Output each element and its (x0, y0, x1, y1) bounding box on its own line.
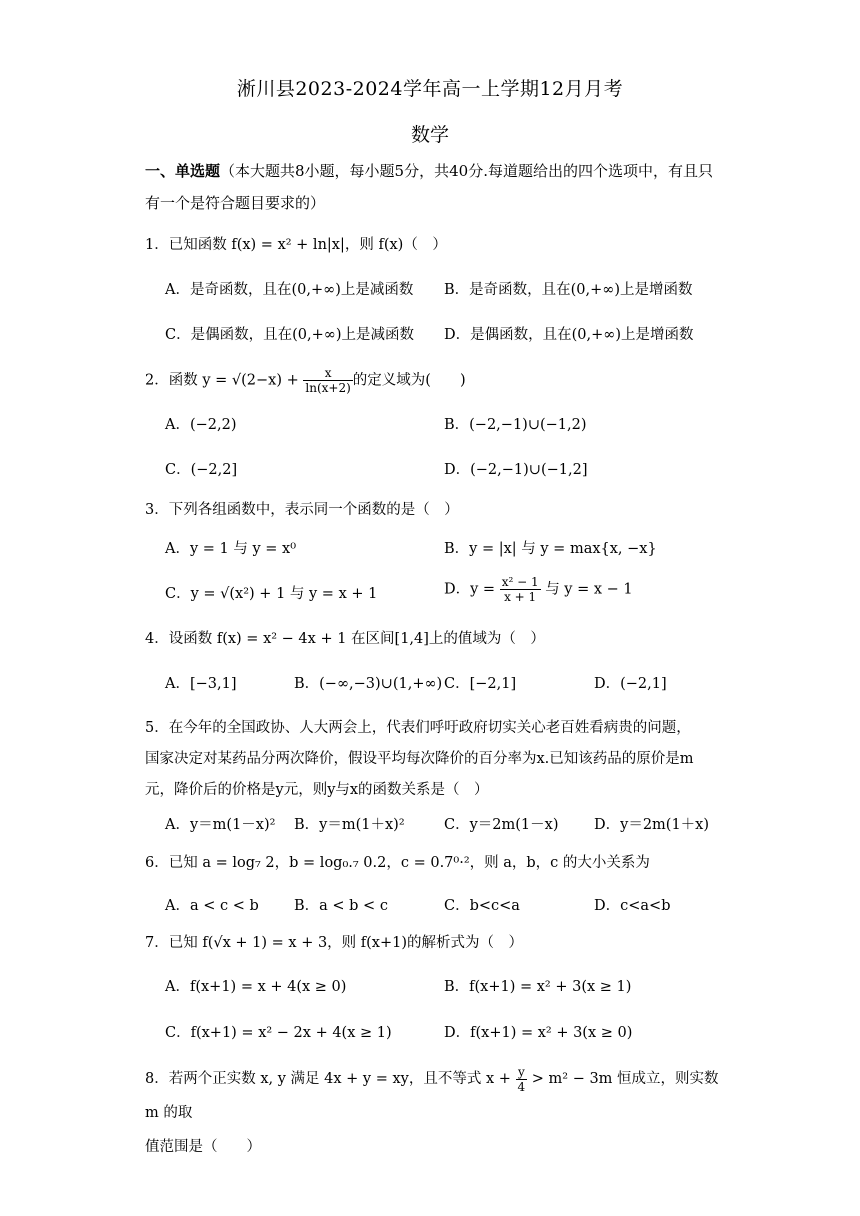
question-number: 4． (145, 631, 169, 647)
q5-option-a[interactable]: A．y＝m(1－x)² (165, 817, 276, 833)
fraction-denominator: 4 (517, 1079, 526, 1094)
q5-option-d[interactable]: D．y＝2m(1＋x) (594, 817, 710, 833)
q1-option-d[interactable]: D．是偶函数，且在(0,+∞)上是增函数 (444, 327, 694, 343)
q3-option-b[interactable]: B．y = |x| 与 y = max{x, −x} (444, 541, 657, 557)
question-6 (145, 852, 735, 874)
q4-option-b[interactable]: B．(−∞,−3)∪(1,+∞) (294, 676, 443, 692)
question-stem: 已知 f(√x + 1) = x + 3，则 f(x+1)的解析式为（ ） (168, 935, 524, 951)
fraction-numerator: y (516, 1065, 528, 1080)
question-line-3: 元，降价后的价格是y元，则y与x的函数关系是（ ） (145, 782, 489, 798)
q7-option-b[interactable]: B．f(x+1) = x² + 3(x ≥ 1) (444, 979, 632, 995)
exam-title: 淅川县2023-2024学年高一上学期12月月考 (236, 78, 624, 100)
q7-option-d[interactable]: D．f(x+1) = x² + 3(x ≥ 0) (444, 1025, 633, 1041)
q1-option-c[interactable]: C．是偶函数，且在(0,+∞)上是减函数 (165, 327, 414, 343)
question-stem-post: > m² − 3m 恒成立，则实数 m 的取 (145, 1071, 719, 1121)
fraction (516, 1065, 528, 1094)
question-5 (145, 713, 735, 806)
q6-option-d[interactable]: D．c<a<b (594, 898, 671, 914)
question-stem: 设函数 f(x) = x² − 4x + 1 在区间[1,4]上的值域为（ ） (168, 631, 545, 647)
q5-option-b[interactable]: B．y＝m(1＋x)² (294, 817, 405, 833)
question-3 (145, 499, 735, 521)
q3-option-a[interactable]: A．y = 1 与 y = x⁰ (165, 541, 297, 557)
exam-subject: 数学 (410, 124, 449, 146)
question-number: 5． (145, 720, 169, 736)
question-1 (145, 234, 735, 256)
fraction-denominator: x + 1 (504, 590, 537, 604)
question-number: 7． (145, 935, 169, 951)
q3-option-c[interactable]: C．y = √(x²) + 1 与 y = x + 1 (165, 586, 378, 602)
q6-option-a[interactable]: A．a < c < b (165, 898, 259, 914)
question-number: 3． (145, 502, 169, 518)
section-description: （本大题共8小题，每小题5分，共40分.每道题给出的四个选项中，有且只有一个是符合题目要求的） (145, 162, 713, 212)
question-line-1: 5．在今年的全国政协、人大两会上，代表们呼吁政府切实关心老百姓看病贵的问题， (145, 720, 691, 736)
q7-option-c[interactable]: C．f(x+1) = x² − 2x + 4(x ≥ 1) (165, 1025, 392, 1041)
question-number: 1． (145, 237, 169, 253)
question-stem: 已知函数 f(x) = x² + ln|x|，则 f(x)（ ） (168, 237, 447, 253)
question-stem-pre: 函数 y = √(2−x) + (168, 372, 304, 389)
option-d-pre: D．y = (444, 581, 500, 598)
q6-option-c[interactable]: C．b<c<a (444, 898, 520, 914)
question-4 (145, 628, 735, 650)
question-line-2: 国家决定对某药品分两次降价，假设平均每次降价的百分率为x.已知该药品的原价是m (145, 751, 694, 767)
fraction-denominator: ln(x+2) (305, 381, 351, 395)
question-number: 6． (145, 855, 169, 871)
q6-option-b[interactable]: B．a < b < c (294, 898, 388, 914)
fraction (500, 575, 541, 604)
question-stem-post: 的定义域为( ) (352, 372, 466, 389)
q4-option-c[interactable]: C．[−2,1] (444, 676, 517, 692)
option-d-post: 与 y = x − 1 (540, 581, 633, 598)
fraction-numerator: x² − 1 (501, 575, 539, 589)
section-header (145, 155, 725, 219)
question-stem: 下列各组函数中，表示同一个函数的是（ ） (168, 502, 459, 518)
q4-option-d[interactable]: D．(−2,1] (594, 676, 667, 692)
question-number: 8． (145, 1071, 169, 1087)
q4-option-a[interactable]: A．[−3,1] (165, 676, 237, 692)
q5-option-c[interactable]: C．y＝2m(1－x) (444, 817, 559, 833)
q2-option-a[interactable]: A．(−2,2) (165, 417, 237, 433)
question-line-1 (145, 1062, 735, 1130)
q2-option-b[interactable]: B．(−2,−1)∪(−1,2) (444, 417, 587, 433)
question-7 (145, 932, 735, 954)
q7-option-a[interactable]: A．f(x+1) = x + 4(x ≥ 0) (165, 979, 347, 995)
q1-option-b[interactable]: B．是奇函数，且在(0,+∞)上是增函数 (444, 282, 693, 298)
fraction (303, 366, 352, 395)
question-2 (145, 366, 735, 395)
question-8 (145, 1062, 735, 1164)
question-line-2: 值范围是（ ） (145, 1139, 261, 1155)
section-label: 一、单选题 (145, 162, 221, 180)
q2-option-d[interactable]: D．(−2,−1)∪(−1,2] (444, 462, 588, 478)
q3-option-d[interactable] (444, 575, 633, 604)
question-number: 2． (145, 372, 169, 389)
fraction-numerator: x (303, 366, 352, 381)
q2-option-c[interactable]: C．(−2,2] (165, 462, 238, 478)
q1-option-a[interactable]: A．是奇函数，且在(0,+∞)上是减函数 (165, 282, 414, 298)
question-stem-pre: 若两个正实数 x, y 满足 4x + y = xy，且不等式 x + (168, 1071, 516, 1087)
question-stem: 已知 a = log₇ 2，b = log₀.₇ 0.2，c = 0.7⁰·²，则 a，b，c 的大小关系为 (168, 855, 650, 871)
